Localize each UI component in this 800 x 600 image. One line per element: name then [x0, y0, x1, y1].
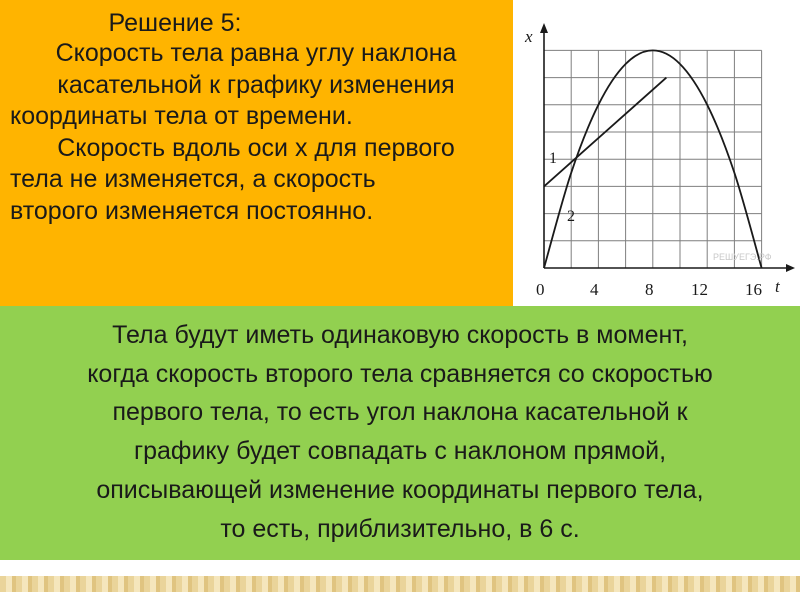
solution-line: координаты тела от времени.: [10, 102, 353, 130]
coordinate-graph: [513, 0, 800, 306]
x-tick-label: 4: [590, 280, 599, 299]
solution-line: тела не изменяется, а скорость: [10, 165, 376, 193]
conclusion-line: первого тела, то есть угол наклона касательной к: [112, 398, 688, 427]
x-axis-label: t: [775, 277, 780, 296]
y-axis-arrow: [540, 23, 548, 33]
solution-panel: [0, 0, 513, 306]
solution-heading: Решение 5:: [108, 9, 242, 37]
watermark: РЕШУЕГЭ.РФ: [713, 252, 772, 262]
x-tick-label: 0: [536, 280, 545, 299]
x-axis-arrow: [786, 264, 795, 272]
y-axis-label: x: [525, 27, 533, 46]
conclusion-panel: [0, 306, 800, 560]
conclusion-line: то есть, приблизительно, в 6 с.: [220, 514, 580, 543]
x-tick-label: 12: [691, 280, 708, 299]
footer-band: [0, 576, 800, 592]
footer-decoration: [0, 560, 800, 600]
conclusion-line: когда скорость второго тела сравняется со скоростью: [87, 359, 713, 388]
solution-line: Скорость вдоль оси x для первого: [57, 133, 455, 162]
x-tick-label: 16: [745, 280, 762, 299]
line2-label: 2: [567, 208, 575, 225]
solution-line: касательной к графику изменения: [57, 70, 455, 99]
conclusion-line: описывающей изменение координаты первого тела,: [96, 475, 704, 504]
solution-line: Скорость тела равна углу наклона: [55, 39, 457, 67]
solution-line: второго изменяется постоянно.: [10, 196, 374, 225]
line1-label: 1: [549, 150, 557, 167]
graph-svg: [513, 0, 800, 306]
axes: [540, 23, 795, 272]
conclusion-line: графику будет совпадать с наклоном прямой,: [133, 437, 667, 466]
x-tick-label: 8: [645, 280, 654, 299]
conclusion-line: Тела будут иметь одинаковую скорость в момент,: [112, 321, 688, 349]
